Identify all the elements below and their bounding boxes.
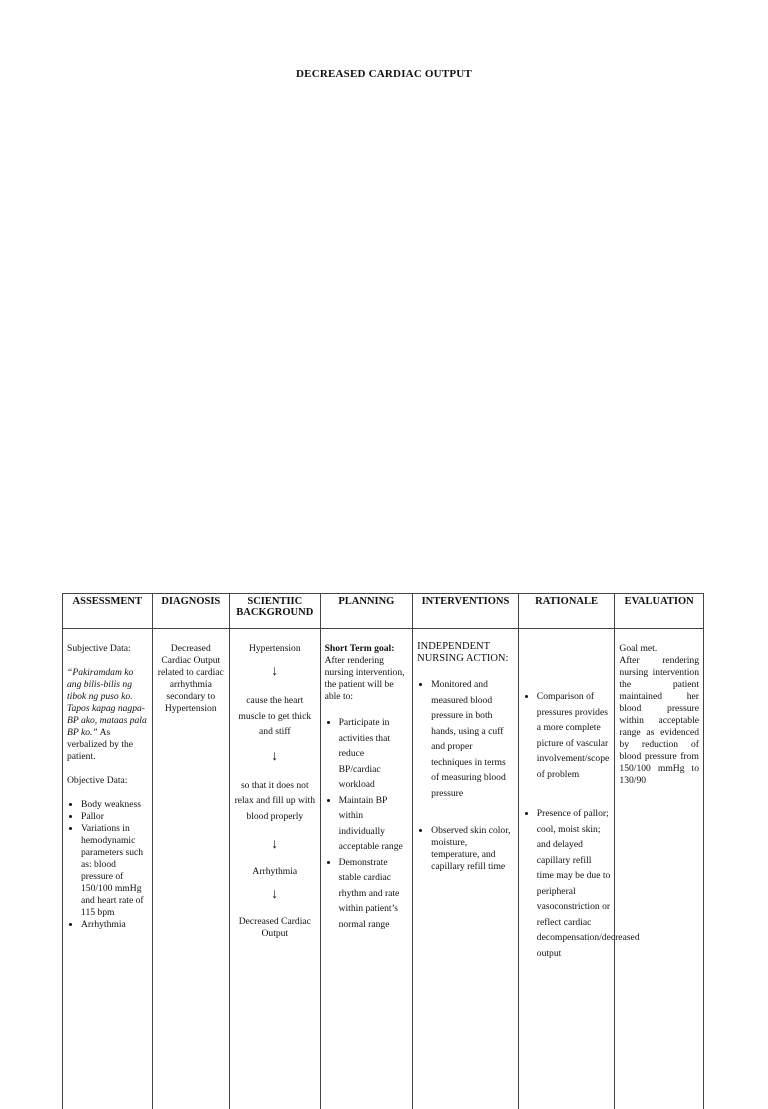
list-item: • Body weakness xyxy=(81,799,148,811)
planning-cell xyxy=(320,629,413,1109)
header-rationale: RATIONALE xyxy=(518,594,615,629)
down-arrow-icon: ↓ xyxy=(234,838,316,852)
table-header-row xyxy=(63,594,704,629)
planning-intro xyxy=(325,643,409,703)
list-item: • Participate in activities that reduce BP/cardiac workload xyxy=(339,715,409,793)
down-arrow-icon: ↓ xyxy=(234,888,316,902)
list-item: • Comparison of pressures provides a more complete picture of vascular involvement/scope of problem xyxy=(537,689,611,782)
interventions-cell xyxy=(413,629,519,1109)
header-evaluation: EVALUATION xyxy=(615,594,704,629)
down-arrow-icon: ↓ xyxy=(234,665,316,679)
list-item: • Variations in hemodynamic parameters such as: blood pressure of 150/100 mmHg and heart rate of 115 bpm xyxy=(81,823,148,919)
list-item: • Pallor xyxy=(81,811,148,823)
rationale-list xyxy=(523,689,611,961)
subjective-quote-paragraph xyxy=(67,667,148,763)
rationale-cell xyxy=(518,629,615,1109)
objective-label: Objective Data: xyxy=(67,775,148,787)
background-step: Hypertension xyxy=(234,643,316,655)
header-interventions: INTERVENTIONS xyxy=(413,594,519,629)
evaluation-status: Goal met. xyxy=(619,643,699,655)
planning-list xyxy=(325,715,409,932)
background-step: cause the heart muscle to get thick and stiff xyxy=(234,693,316,740)
document-title: DECREASED CARDIAC OUTPUT xyxy=(0,68,768,80)
nursing-care-plan-table xyxy=(62,593,704,1109)
diagnosis-cell xyxy=(152,629,229,1109)
table-row xyxy=(63,629,704,1109)
background-step: Decreased Cardiac Output xyxy=(234,916,316,940)
list-item: • Observed skin color, moisture, temperature, and capillary refill time xyxy=(431,825,514,873)
scientific-background-cell xyxy=(230,629,321,1109)
subjective-quote: “Pakiramdam ko ang bilis-bilis ng tibok ng puso ko. Tapos kapag nagpa-BP ako, mataas pala BP ko.” xyxy=(67,667,147,738)
subjective-quote-suffix: As verbalized by the patient. xyxy=(67,727,133,762)
subjective-label: Subjective Data: xyxy=(67,643,148,655)
planning-intro-text: After rendering nursing intervention, the patient will be able to: xyxy=(325,655,405,702)
short-term-goal-label: Short Term goal: xyxy=(325,643,395,654)
objective-list xyxy=(67,799,148,931)
diagnosis-text: Decreased Cardiac Output related to cardiac arrhythmia secondary to Hypertension xyxy=(157,643,225,715)
evaluation-cell xyxy=(615,629,704,1109)
interventions-list xyxy=(417,677,514,873)
list-item: • Presence of pallor; cool, moist skin; and delayed capillary refill time may be due to peripheral vasoconstriction or reflect cardiac decompensation/decreased output xyxy=(537,806,611,961)
list-item: • Arrhythmia xyxy=(81,919,148,931)
independent-action-heading: INDEPENDENT NURSING ACTION: xyxy=(417,641,514,665)
header-scientific-background: SCIENTIIC BACKGROUND xyxy=(230,594,321,629)
evaluation-text: After rendering nursing intervention the patient maintained her blood pressure within acceptable range as evidenced by reduction of blood pressure from 150/100 mmHg to 130/90 xyxy=(619,655,699,787)
header-planning: PLANNING xyxy=(320,594,413,629)
list-item: • Maintain BP within individually acceptable range xyxy=(339,793,409,855)
background-step: so that it does not relax and fill up with blood properly xyxy=(234,778,316,825)
background-step: Arrhythmia xyxy=(234,866,316,878)
header-diagnosis: DIAGNOSIS xyxy=(152,594,229,629)
list-item: • Demonstrate stable cardiac rhythm and rate within patient’s normal range xyxy=(339,855,409,933)
down-arrow-icon: ↓ xyxy=(234,750,316,764)
assessment-cell xyxy=(63,629,153,1109)
list-item: • Monitored and measured blood pressure in both hands, using a cuff and proper techniques in terms of measuring blood pressure xyxy=(431,677,514,801)
header-assessment: ASSESSMENT xyxy=(63,594,153,629)
